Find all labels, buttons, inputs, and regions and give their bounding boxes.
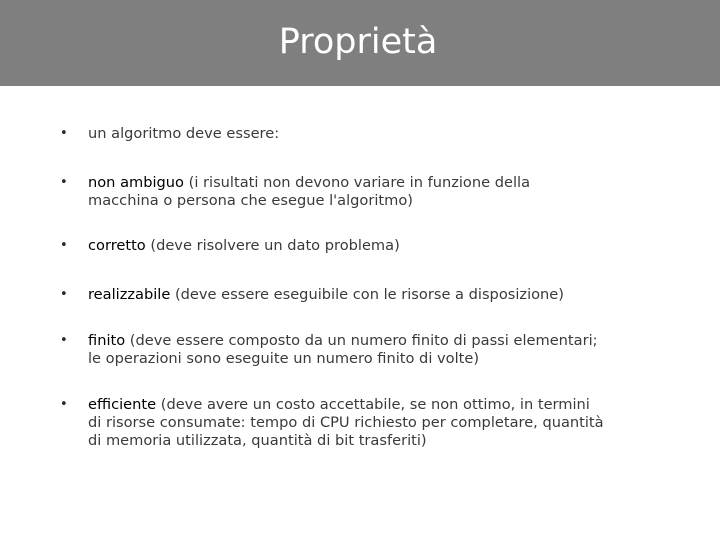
bullet-description: un algoritmo deve essere: [88,125,280,142]
bullet-text [88,396,668,450]
bullet-description: (deve risolvere un dato problema) [145,237,400,254]
slide-title: Proprietà [278,22,438,62]
bullet-description: (deve essere eseguibile con le risorse a disposizione) [170,286,564,303]
bullet-text [88,286,668,304]
bullet-text [88,125,668,143]
bullet-text [88,237,668,255]
bullet-text [88,332,668,368]
bullet-dot-icon: • [60,238,68,253]
bullet-term: corretto [88,237,146,254]
bullet-term: efficiente [88,396,157,413]
bullet-description: (deve avere un costo accettabile, se non ottimo, in termini di risorse consumate: tempo di CPU richiesto per completare, quantità di memoria utilizzata, quantità di bit trasferiti) [88,396,604,449]
bullet-description: (deve essere composto da un numero finito di passi elementari; le operazioni sono eseguite un numero finito di volte) [88,332,598,367]
bullet-dot-icon: • [60,287,68,302]
title-bar [0,0,720,86]
bullet-term: non ambiguo [88,174,184,191]
bullet-dot-icon: • [60,175,68,190]
bullet-dot-icon: • [60,126,68,141]
bullet-dot-icon: • [60,397,68,412]
bullet-term: realizzabile [88,286,171,303]
bullet-text [88,174,668,210]
bullet-term: finito [88,332,126,349]
bullet-description: (i risultati non devono variare in funzione della macchina o persona che esegue l'algoritmo) [88,174,531,209]
bullet-dot-icon: • [60,333,68,348]
